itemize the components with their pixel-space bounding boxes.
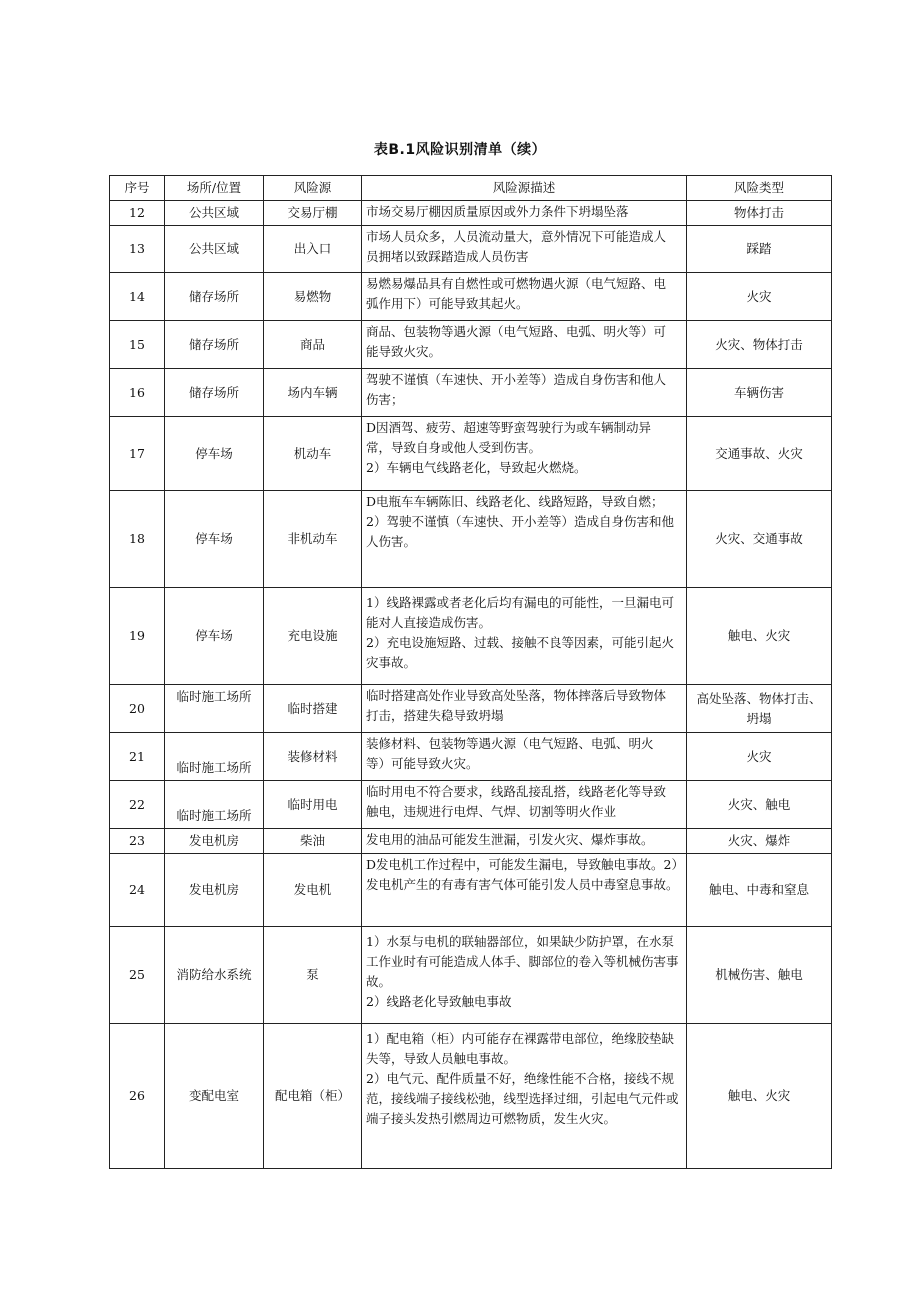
cell-no: 26	[110, 1024, 165, 1169]
cell-desc	[362, 685, 687, 733]
desc-line: 触电，违规进行电焊、气焊、切割等明火作业	[366, 804, 617, 819]
desc-line: D电瓶车车辆陈旧、线路老化、线路短路，导致自燃；	[366, 494, 664, 509]
cell-no: 21	[110, 733, 165, 781]
desc-line: 能导致火灾。	[366, 344, 442, 359]
desc-line: 常，导致自身或他人受到伤害。	[366, 440, 542, 455]
cell-source: 发电机	[264, 854, 362, 927]
table-row	[110, 781, 832, 829]
cell-source: 商品	[264, 321, 362, 369]
cell-desc	[362, 829, 687, 854]
cell-no: 12	[110, 201, 165, 226]
desc-line: 故。	[366, 974, 392, 989]
risk-table	[109, 175, 832, 1169]
desc-line: 发电机产生的有毒有害气体可能引发人员中毒窒息事故。	[366, 877, 679, 892]
cell-desc	[362, 854, 687, 927]
cell-desc	[362, 417, 687, 491]
table-row	[110, 854, 832, 927]
desc-line: 商品、包装物等遇火源（电气短路、电弧、明火等）可	[366, 324, 667, 339]
desc-line: 工作业时有可能造成人体手、脚部位的卷入等机械伤害事	[366, 954, 679, 969]
table-row	[110, 491, 832, 588]
table-row	[110, 1024, 832, 1169]
cell-no: 22	[110, 781, 165, 829]
cell-source: 场内车辆	[264, 369, 362, 417]
cell-source: 装修材料	[264, 733, 362, 781]
table-row	[110, 685, 832, 733]
desc-line: 2）电气元、配件质量不好，绝缘性能不合格，接线不规	[366, 1071, 674, 1086]
header-row	[110, 176, 832, 201]
cell-desc	[362, 321, 687, 369]
desc-line: 1）配电箱（柜）内可能存在裸露带电部位，绝缘胶垫缺	[366, 1031, 674, 1046]
cell-type: 物体打击	[687, 201, 832, 226]
table-row	[110, 321, 832, 369]
cell-place: 公共区域	[165, 226, 264, 273]
desc-line: 2）车辆电气线路老化，导致起火燃烧。	[366, 460, 587, 475]
cell-type: 火灾	[687, 733, 832, 781]
cell-desc	[362, 588, 687, 685]
cell-no: 23	[110, 829, 165, 854]
cell-no: 18	[110, 491, 165, 588]
cell-place: 发电机房	[165, 854, 264, 927]
table-row	[110, 369, 832, 417]
cell-source: 交易厅棚	[264, 201, 362, 226]
table-row	[110, 273, 832, 321]
cell-place: 停车场	[165, 417, 264, 491]
cell-place: 停车场	[165, 491, 264, 588]
table-row	[110, 417, 832, 491]
cell-no: 24	[110, 854, 165, 927]
cell-source: 机动车	[264, 417, 362, 491]
cell-no: 13	[110, 226, 165, 273]
desc-line: 装修材料、包装物等遇火源（电气短路、电弧、明火	[366, 736, 654, 751]
desc-line: 端子接头发热引燃周边可燃物质，发生火灾。	[366, 1111, 617, 1126]
desc-line: 能对人直接造成伤害。	[366, 615, 492, 630]
table-title: 表B.1风险识别清单（续）	[373, 142, 547, 158]
cell-place: 变配电室	[165, 1024, 264, 1169]
cell-source: 柴油	[264, 829, 362, 854]
table-row	[110, 829, 832, 854]
cell-source: 非机动车	[264, 491, 362, 588]
table-row	[110, 588, 832, 685]
cell-type: 火灾、爆炸	[687, 829, 832, 854]
cell-source: 临时用电	[264, 781, 362, 829]
table-row	[110, 733, 832, 781]
desc-line: 弧作用下）可能导致其起火。	[366, 296, 529, 311]
cell-source: 临时搭建	[264, 685, 362, 733]
cell-source: 泵	[264, 927, 362, 1024]
desc-line: 1）线路裸露或者老化后均有漏电的可能性，一旦漏电可	[366, 595, 674, 610]
cell-place: 储存场所	[165, 321, 264, 369]
desc-line: 易燃易爆品具有自燃性或可燃物遇火源（电气短路、电	[366, 276, 667, 291]
desc-line: 2）驾驶不谨慎（车速快、开小差等）造成自身伤害和他	[366, 514, 674, 529]
table-row	[110, 201, 832, 226]
cell-no: 19	[110, 588, 165, 685]
cell-place: 储存场所	[165, 369, 264, 417]
desc-line: 市场交易厅棚因质量原因或外力条件下坍塌坠落	[366, 204, 629, 219]
desc-line: 驾驶不谨慎（车速快、开小差等）造成自身伤害和他人	[366, 372, 667, 387]
cell-desc	[362, 927, 687, 1024]
desc-line: 范，接线端子接线松弛，线型选择过细，引起电气元件或	[366, 1091, 679, 1106]
cell-type: 触电、火灾	[687, 588, 832, 685]
cell-no: 14	[110, 273, 165, 321]
cell-type: 火灾、交通事故	[687, 491, 832, 588]
cell-no: 17	[110, 417, 165, 491]
desc-line: 员拥堵以致踩踏造成人员伤害	[366, 249, 529, 264]
header-desc: 风险源描述	[362, 176, 687, 201]
cell-type: 触电、火灾	[687, 1024, 832, 1169]
cell-source: 充电设施	[264, 588, 362, 685]
cell-type: 交通事故、火灾	[687, 417, 832, 491]
cell-source: 配电箱（柜）	[264, 1024, 362, 1169]
table-row	[110, 927, 832, 1024]
header-source: 风险源	[264, 176, 362, 201]
cell-no: 16	[110, 369, 165, 417]
cell-desc	[362, 733, 687, 781]
header-no: 序号	[110, 176, 165, 201]
desc-line: 2）充电设施短路、过载、接触不良等因素，可能引起火	[366, 635, 674, 650]
cell-place: 停车场	[165, 588, 264, 685]
cell-source: 出入口	[264, 226, 362, 273]
cell-desc	[362, 201, 687, 226]
desc-line: D因酒驾、疲劳、超速等野蛮驾驶行为或车辆制动异	[366, 420, 652, 435]
header-type: 风险类型	[687, 176, 832, 201]
cell-type: 机械伤害、触电	[687, 927, 832, 1024]
cell-type: 火灾、触电	[687, 781, 832, 829]
cell-place: 临时施工场所	[165, 733, 264, 781]
desc-line: 人伤害。	[366, 534, 417, 549]
desc-line: 2）线路老化导致触电事故	[366, 994, 512, 1009]
desc-line: 打击，搭建失稳导致坍塌	[366, 708, 504, 723]
cell-desc	[362, 491, 687, 588]
desc-line: 灾事故。	[366, 655, 417, 670]
cell-no: 25	[110, 927, 165, 1024]
cell-no: 15	[110, 321, 165, 369]
cell-place: 临时施工场所	[165, 685, 264, 733]
cell-type: 火灾	[687, 273, 832, 321]
desc-line: 伤害；	[366, 392, 404, 407]
cell-desc	[362, 781, 687, 829]
cell-place: 临时施工场所	[165, 781, 264, 829]
desc-line: 临时用电不符合要求，线路乱接乱搭，线路老化等导致	[366, 784, 667, 799]
desc-line: 发电用的油品可能发生泄漏，引发火灾、爆炸事故。	[366, 832, 654, 847]
header-place: 场所/位置	[165, 176, 264, 201]
cell-type: 火灾、物体打击	[687, 321, 832, 369]
cell-place: 消防给水系统	[165, 927, 264, 1024]
cell-type: 车辆伤害	[687, 369, 832, 417]
cell-place: 公共区域	[165, 201, 264, 226]
cell-place: 储存场所	[165, 273, 264, 321]
cell-desc	[362, 273, 687, 321]
desc-line: 1）水泵与电机的联轴器部位，如果缺少防护罩，在水泵	[366, 934, 674, 949]
cell-place: 发电机房	[165, 829, 264, 854]
cell-desc	[362, 226, 687, 273]
desc-line: 临时搭建高处作业导致高处坠落，物体摔落后导致物体	[366, 688, 667, 703]
cell-source: 易燃物	[264, 273, 362, 321]
desc-line: 失等，导致人员触电事故。	[366, 1051, 517, 1066]
cell-type: 高处坠落、物体打击、坍塌	[687, 685, 832, 733]
cell-type: 触电、中毒和窒息	[687, 854, 832, 927]
desc-line: D发电机工作过程中，可能发生漏电，导致触电事故。2）	[366, 857, 684, 872]
table-row	[110, 226, 832, 273]
cell-desc	[362, 1024, 687, 1169]
desc-line: 市场人员众多，人员流动量大，意外情况下可能造成人	[366, 229, 667, 244]
cell-no: 20	[110, 685, 165, 733]
cell-desc	[362, 369, 687, 417]
cell-type: 踩踏	[687, 226, 832, 273]
desc-line: 等）可能导致火灾。	[366, 756, 479, 771]
